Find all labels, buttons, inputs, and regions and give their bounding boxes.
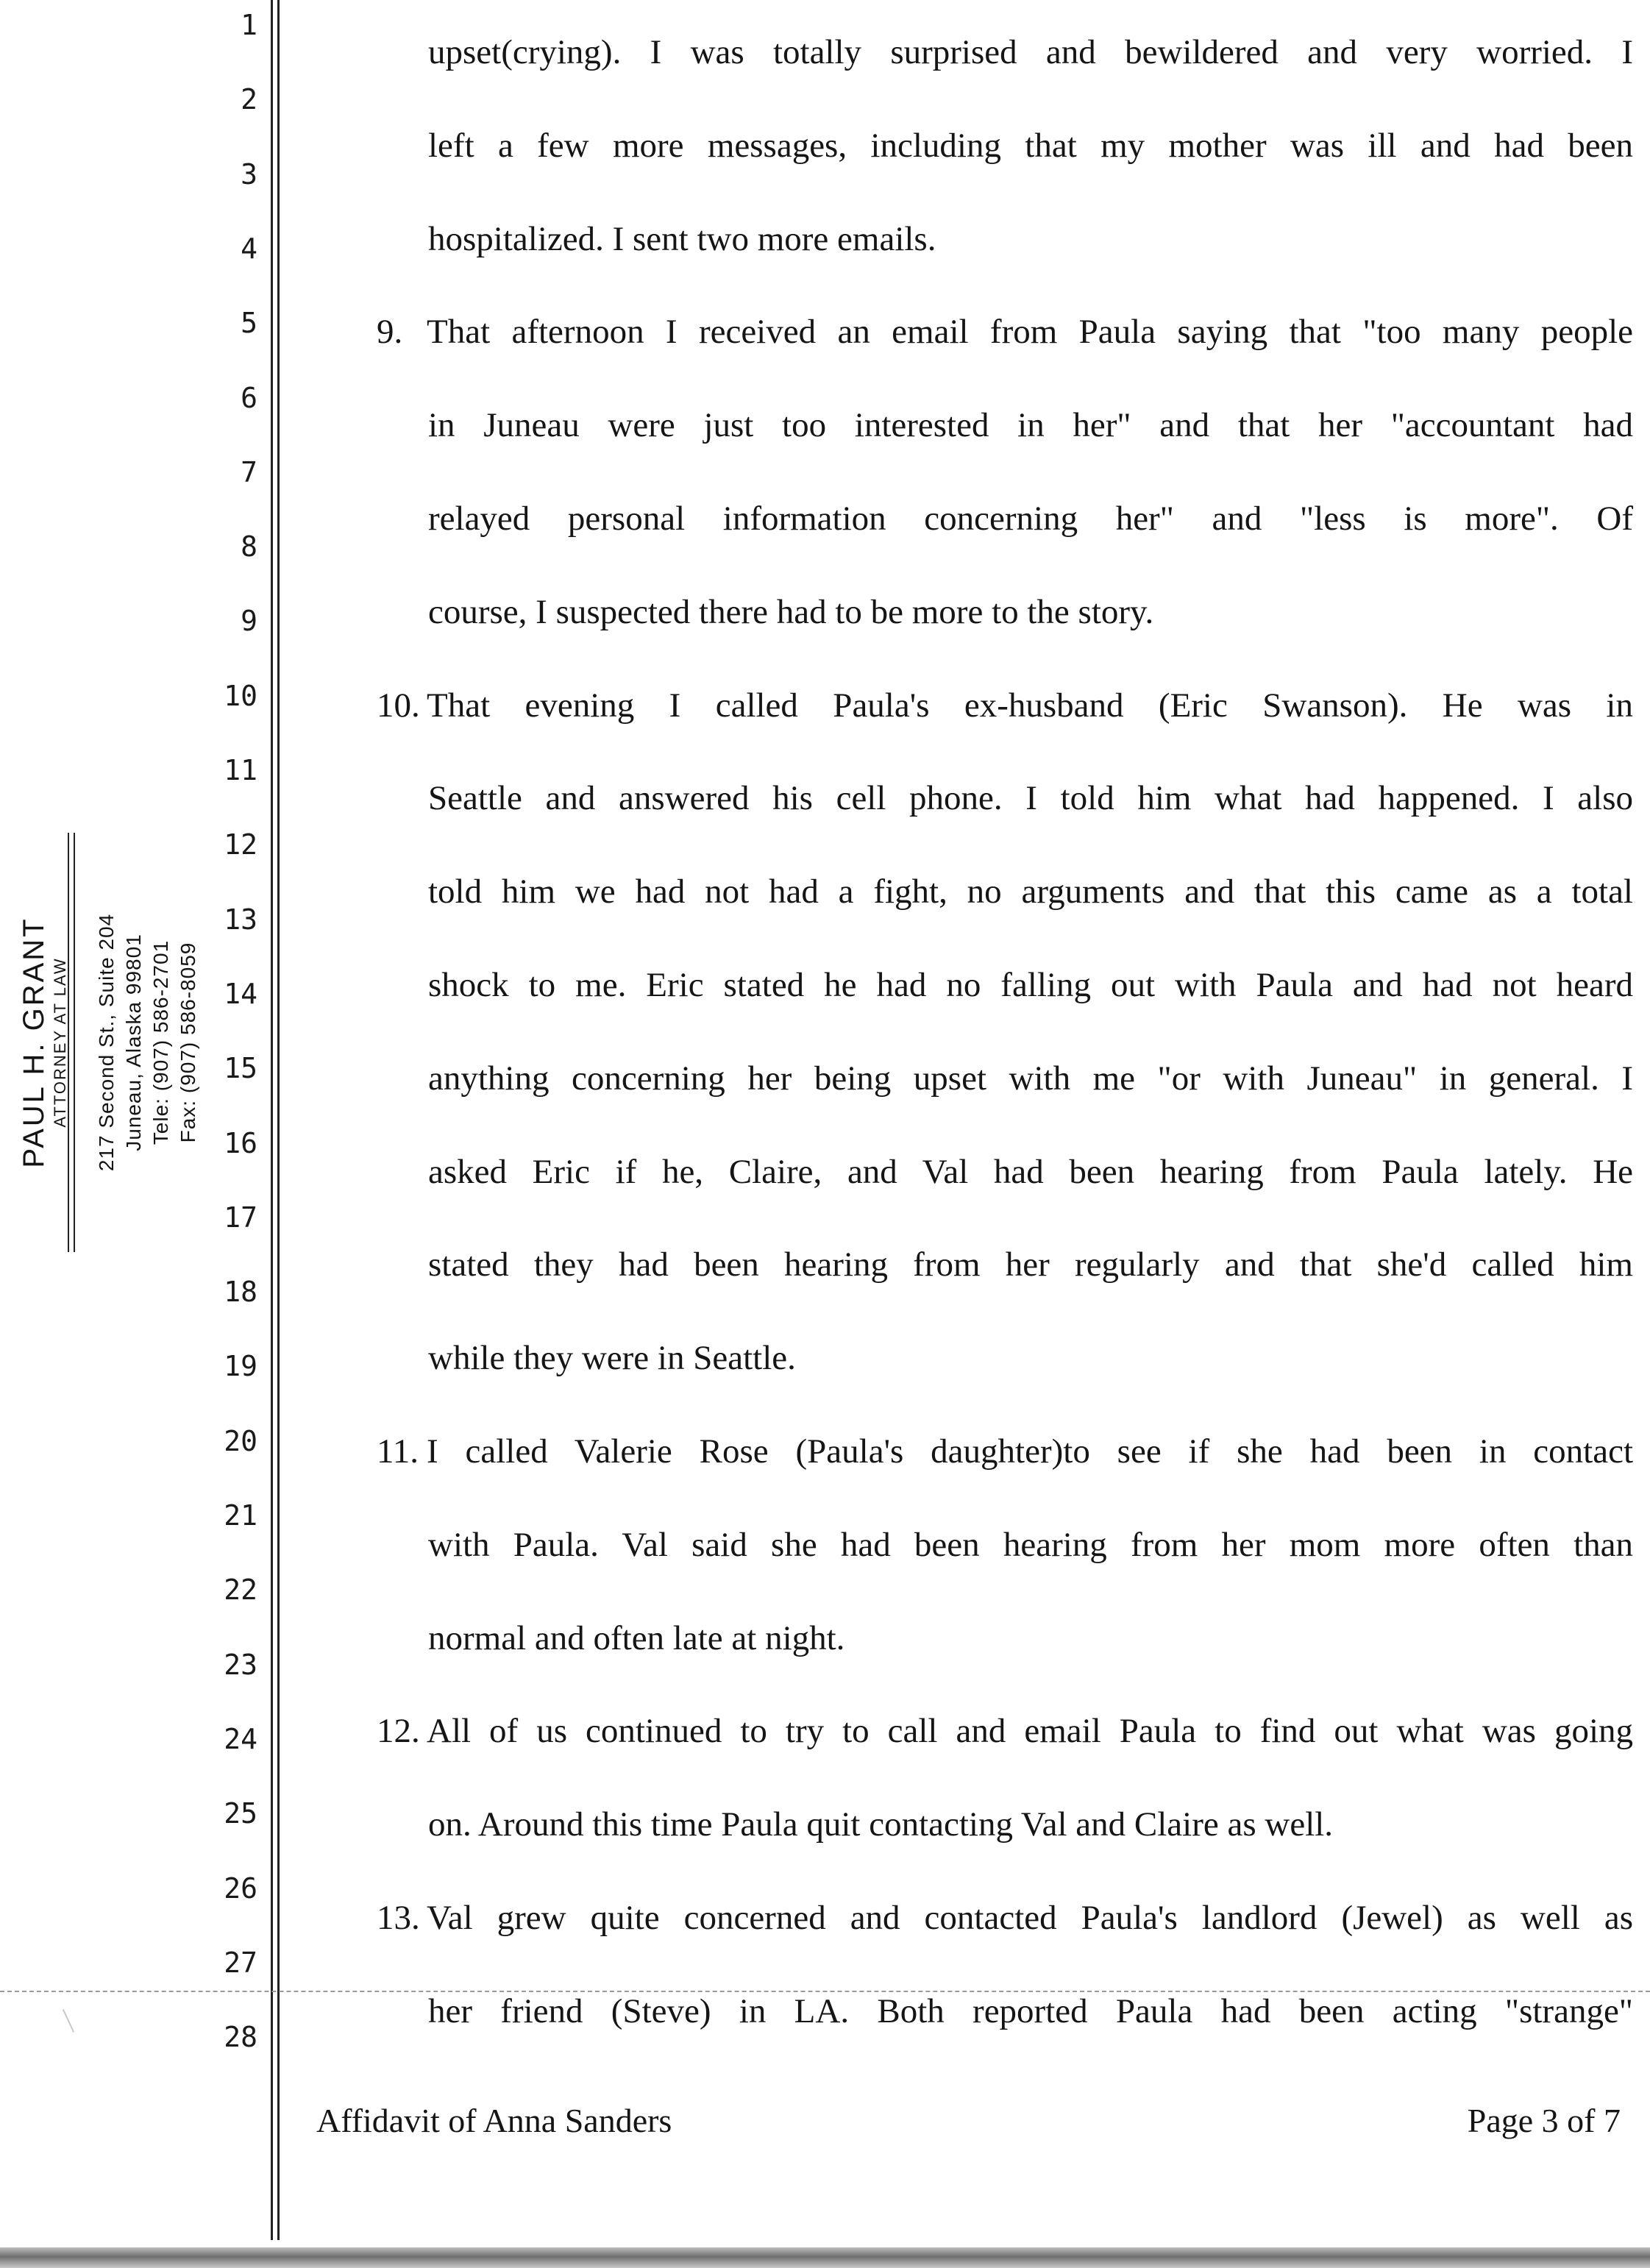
body-text-line: while they were in Seattle. <box>428 1339 796 1378</box>
body-text-line: That afternoon I received an email from Paula saying that "too many people <box>427 313 1633 352</box>
body-text-line: Val grew quite concerned and contacted Paula's landlord (Jewel) as well as <box>427 1899 1633 1937</box>
firm-double-rule <box>68 833 75 1252</box>
footer-document-title: Affidavit of Anna Sanders <box>316 2102 672 2139</box>
line-number: 26 <box>224 1871 257 1905</box>
firm-name-block <box>0 833 88 1252</box>
body-text-line: course, I suspected there had to be more to the story. <box>428 592 1154 631</box>
line-number: 3 <box>241 157 257 191</box>
line-number: 10 <box>224 679 257 712</box>
body-text-line: with Paula. Val said she had been hearing from her mom more often than <box>428 1525 1633 1564</box>
line-number: 24 <box>224 1722 257 1755</box>
line-number: 23 <box>224 1648 257 1681</box>
firm-address-line: 217 Second St., Suite 204 <box>95 913 118 1172</box>
margin-rule-right <box>277 0 280 2240</box>
line-number: 2 <box>241 83 257 116</box>
body-text-line: That evening I called Paula's ex-husband (Eric Swanson). He was in <box>427 686 1633 725</box>
line-number: 22 <box>224 1574 257 1607</box>
line-number: 17 <box>224 1201 257 1234</box>
body-text-line: relayed personal information concerning her" and "less is more". Of <box>428 500 1633 538</box>
line-number: 8 <box>241 530 257 564</box>
firm-title: ATTORNEY AT LAW <box>51 957 69 1128</box>
line-number: 21 <box>224 1499 257 1532</box>
paragraph-number: 9. <box>377 313 403 352</box>
paragraph-number: 11. <box>377 1432 419 1471</box>
line-number: 12 <box>224 828 257 861</box>
firm-name: PAUL H. GRANT <box>18 917 50 1168</box>
line-number: 25 <box>224 1797 257 1830</box>
scan-edge-band <box>0 2247 1650 2268</box>
firm-address-line: Juneau, Alaska 99801 <box>122 934 145 1151</box>
line-number: 9 <box>241 605 257 638</box>
footer-page-number: Page 3 of 7 <box>1467 2102 1621 2139</box>
line-number: 16 <box>224 1126 257 1159</box>
firm-address-block <box>81 833 213 1252</box>
body-text-line: anything concerning her being upset with me "or with Juneau" in general. I <box>428 1059 1633 1098</box>
paragraph-number: 12. <box>377 1712 420 1751</box>
body-text-line: Seattle and answered his cell phone. I told him what had happened. I also <box>428 779 1633 818</box>
body-text-line: I called Valerie Rose (Paula's daughter)to see if she had been in contact <box>427 1432 1633 1471</box>
footer-divider <box>0 1991 1650 1992</box>
firm-address-line: Fax: (907) 586-8059 <box>177 942 199 1143</box>
line-number: 1 <box>241 9 257 41</box>
line-number: 4 <box>241 232 257 265</box>
body-text-line: on. Around this time Paula quit contacting Val and Claire as well. <box>428 1805 1334 1844</box>
line-number: 14 <box>224 977 257 1010</box>
body-text-line: asked Eric if he, Claire, and Val had been hearing from Paula lately. He <box>428 1152 1633 1191</box>
law-firm-stamp <box>0 833 221 1252</box>
line-number: 27 <box>224 1946 257 1979</box>
body-text-line: her friend (Steve) in LA. Both reported Paula had been acting "strange" <box>428 1991 1633 2030</box>
body-text-line: shock to me. Eric stated he had no falling out with Paula and had not heard <box>428 966 1633 1004</box>
body-text-line: in Juneau were just too interested in her" and that her "accountant had <box>428 406 1633 445</box>
line-number: 11 <box>224 754 257 786</box>
body-text-line: normal and often late at night. <box>428 1618 845 1657</box>
body-text-line: upset(crying). I was totally surprised and bewildered and very worried. I <box>428 33 1633 71</box>
firm-address-line: Tele: (907) 586-2701 <box>149 939 172 1145</box>
body-text-line: hospitalized. I sent two more emails. <box>428 219 936 258</box>
body-text-line: left a few more messages, including that my mother was ill and had been <box>428 126 1633 165</box>
line-number: 13 <box>224 903 257 936</box>
line-number: 20 <box>224 1424 257 1457</box>
paragraph-number: 13. <box>377 1899 420 1937</box>
line-number: 6 <box>241 381 257 414</box>
body-text-line: stated they had been hearing from her regularly and that she'd called him <box>428 1245 1633 1284</box>
body-text-line: told him we had not had a fight, no arguments and that this came as a total <box>428 872 1633 911</box>
line-number: 7 <box>241 455 257 488</box>
line-number: 15 <box>224 1052 257 1085</box>
line-number: 19 <box>224 1350 257 1383</box>
line-number: 28 <box>224 2021 257 2054</box>
body-text-line: All of us continued to try to call and email Paula to find out what was going <box>427 1712 1633 1751</box>
paragraph-number: 10. <box>377 686 420 725</box>
margin-rule-left <box>271 0 273 2240</box>
line-number: 18 <box>224 1276 257 1309</box>
line-number: 5 <box>241 307 257 340</box>
